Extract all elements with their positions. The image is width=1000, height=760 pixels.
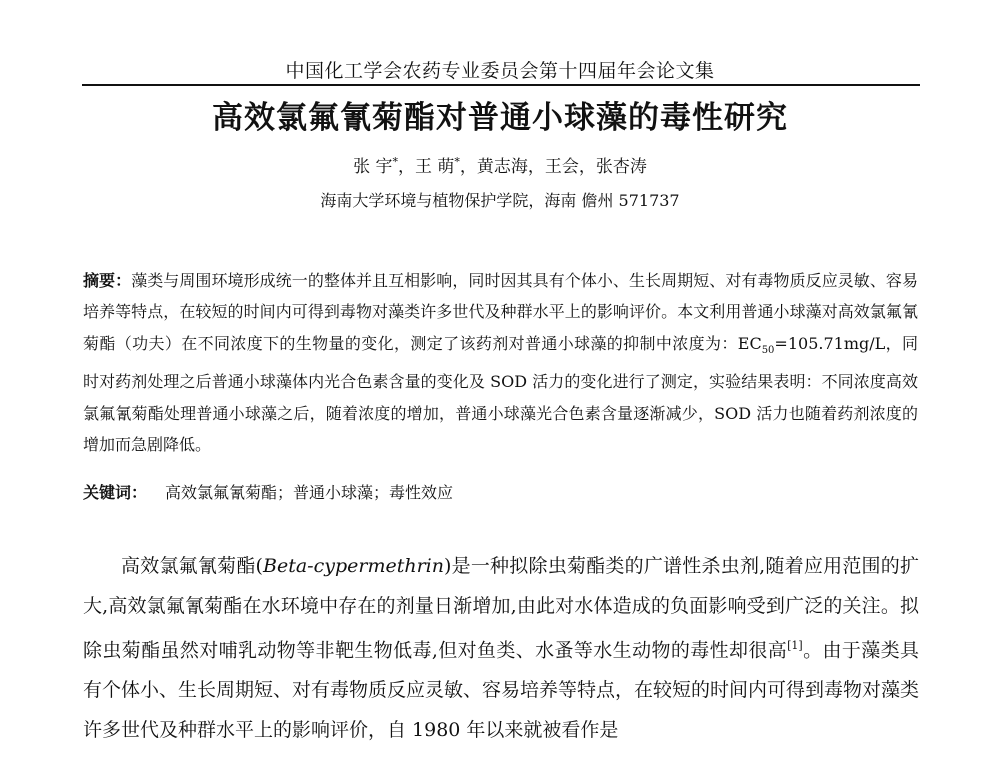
keywords-text: 高效氯氟氰菊酯；普通小球藻；毒性效应 [165, 483, 454, 502]
header-rule [82, 84, 920, 86]
abstract-label: 摘要： [83, 271, 132, 290]
latin-term: Beta-cypermethrin [262, 555, 444, 577]
author-list [0, 152, 1000, 177]
affiliation: 海南大学环境与植物保护学院，海南 儋州 571737 [320, 191, 680, 210]
other-authors: ，黄志海，王会，张杏涛 [459, 157, 647, 177]
author-wang-meng: 王 萌 [415, 157, 455, 177]
body-text-part2: )是一种拟除虫菊酯类的广谱性杀虫剂,随着应用范围的扩大,高效氯氟氰菊酯在水环境中存在的剂量日渐增加,由此对水体造成的负面影响受到广泛的关注。拟除虫菊酯虽然对哺乳动物等非靶生物低毒,但对鱼类、水蚤等水生动物的毒性却很高 [83, 555, 919, 662]
ec50-subscript: 50 [761, 345, 775, 356]
author-separator: ， [398, 157, 415, 177]
body-text-part1: 高效氯氟氰菊酯( [121, 555, 263, 577]
abstract-text-part1: 藻类与周围环境形成统一的整体并且互相影响，同时因其具有个体小、生长周期短、对有毒物质反应灵敏、容易培养等特点，在较短的时间内可得到毒物对藻类许多世代及种群水平上的影响评价。本文利用普通小球藻对高效氯氟氰菊酯（功夫）在不同浓度下的生物量的变化，测定了该药剂对普通小球藻的抑制中浓度为：EC [83, 271, 918, 353]
corresponding-mark: * [454, 155, 460, 169]
body-paragraph [83, 546, 919, 750]
abstract-text-part2: =105.71mg/L，同时对药剂处理之后普通小球藻体内光合色素含量的变化及 SOD 活力的变化进行了测定，实验结果表明：不同浓度高效氯氟氰菊酯处理普通小球藻之后，随着浓度的增加，普通小球藻光合色素含量逐渐减少，SOD 活力也随着药剂浓度的增加而急剧降低。 [83, 333, 918, 455]
keywords [83, 480, 918, 503]
running-head: 中国化工学会农药专业委员会第十四届年会论文集 [285, 60, 715, 82]
paper-title: 高效氯氟氰菊酯对普通小球藻的毒性研究 [212, 100, 788, 136]
citation-ref: [1] [787, 639, 803, 652]
author-zhang-yu: 张 宇 [353, 157, 393, 177]
keywords-label: 关键词： [83, 483, 148, 502]
abstract [83, 265, 918, 461]
corresponding-mark: * [392, 155, 398, 169]
body-text-part3: 。由于藻类具有个体小、生长周期短、对有毒物质反应灵敏、容易培养等特点，在较短的时间内可得到毒物对藻类许多世代及种群水平上的影响评价，自 1980 年以来就被看作是 [83, 639, 920, 742]
